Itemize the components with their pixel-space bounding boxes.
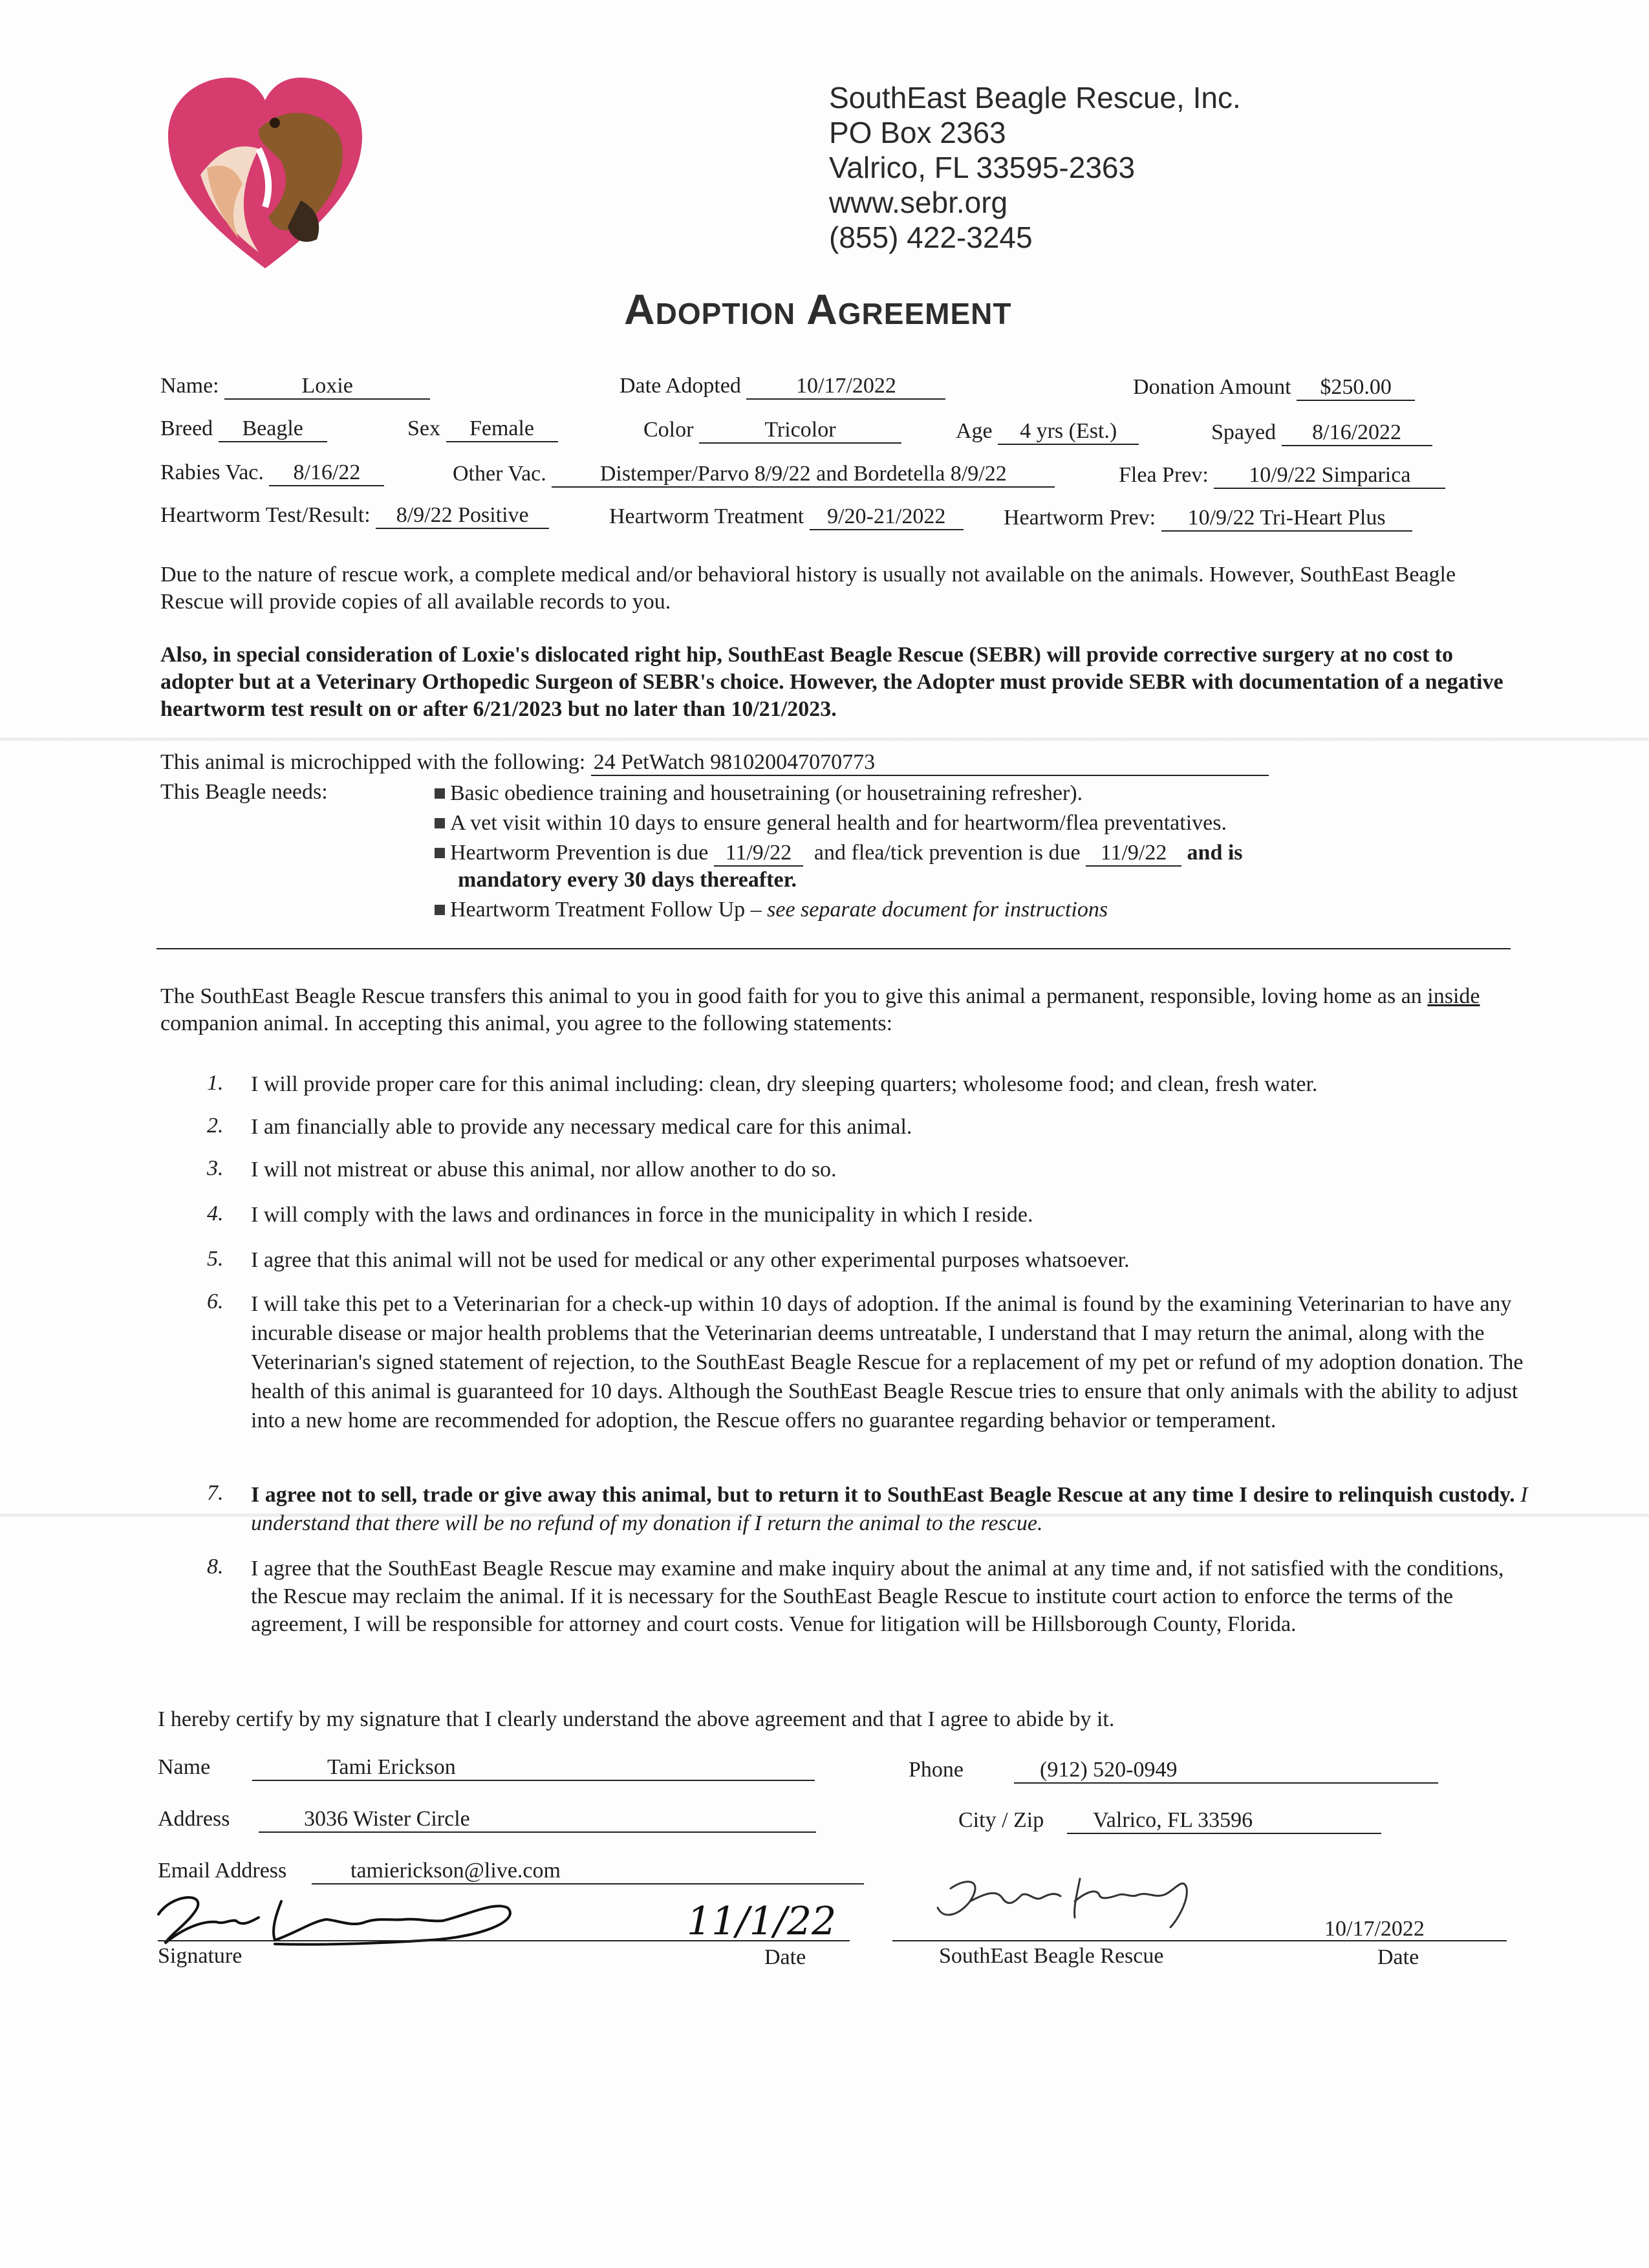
statement-number: 3.: [207, 1156, 224, 1180]
statement-5: I agree that this animal will not be used for medical or any other experimental purposes whatsoever.: [251, 1248, 1130, 1272]
rescue-date-label: Date: [1377, 1945, 1419, 1969]
heartworm-prev-value: 10/9/22 Tri-Heart Plus: [1161, 506, 1412, 532]
statement-8: I agree that the SouthEast Beagle Rescue may examine and make inquiry about the animal at any time and, if not satisfied with the conditions, the Rescue may reclaim the animal. If it is necessary for the SouthEast Beagle Rescue to institute court action to enforce the terms of the agreement, I will be responsible for attorney and court costs. Venue for litigation will be Hillsborough County, Florida.: [251, 1557, 1504, 1636]
need-item-2: A vet visit within 10 days to ensure general health and for heartworm/flea preventatives.: [435, 811, 1227, 836]
transfer-paragraph: The SouthEast Beagle Rescue transfers this animal to you in good faith for you to give this animal a permanent, responsible, loving home as an inside companion animal. In accepting this animal, you agree to the following statements:: [160, 984, 1480, 1035]
statement-1: I will provide proper care for this animal including: clean, dry sleeping quarters; wholesome food; and clean, fresh water.: [251, 1072, 1318, 1096]
sex-field: Sex Female: [407, 416, 558, 442]
adopter-phone-value: (912) 520-0949: [1014, 1758, 1438, 1784]
heartworm-test-value: 8/9/22 Positive: [376, 503, 549, 529]
need-item-3-continued: mandatory every 30 days thereafter.: [458, 868, 797, 892]
org-website: www.sebr.org: [829, 186, 1008, 219]
special-consideration-paragraph: Also, in special consideration of Loxie's dislocated right hip, SouthEast Beagle Rescue (SEBR) will provide corrective surgery at no cost to adopter but at a Veterinary Orthopedic Surgeon of SEBR's choice. However, the Adopter must provide SEBR with documentation of a negative heartworm test result on or after 6/21/2023 but no later than 10/21/2023.: [160, 643, 1503, 721]
age-field: Age 4 yrs (Est.): [956, 419, 1139, 445]
rescue-signature-label: SouthEast Beagle Rescue: [939, 1944, 1164, 1968]
statement-number: 4.: [207, 1202, 224, 1226]
rabies-field: Rabies Vac. 8/16/22: [160, 460, 384, 486]
heartworm-test-field: Heartworm Test/Result: 8/9/22 Positive: [160, 503, 549, 529]
other-vac-value: Distemper/Parvo 8/9/22 and Bordetella 8/9/22: [552, 462, 1055, 488]
date-adopted-value: 10/17/2022: [746, 374, 945, 400]
statement-3: I will not mistreat or abuse this animal, nor allow another to do so.: [251, 1158, 837, 1182]
donation-value: $250.00: [1297, 375, 1415, 401]
adopter-cityzip-label: City / Zip: [958, 1808, 1044, 1832]
name-field: Name: Loxie: [160, 374, 430, 400]
org-name: SouthEast Beagle Rescue, Inc.: [829, 81, 1241, 114]
org-phone: (855) 422-3245: [829, 221, 1033, 254]
hw-prevention-due-value: 11/9/22: [714, 841, 803, 867]
rescue-signature-image: [931, 1863, 1203, 1934]
statement-number: 7.: [207, 1481, 224, 1505]
adopter-phone-label: Phone: [909, 1758, 964, 1782]
flea-prev-value: 10/9/22 Simparica: [1214, 463, 1445, 489]
breed-value: Beagle: [219, 416, 327, 442]
donation-field: Donation Amount $250.00: [1133, 375, 1415, 401]
org-address-line2: Valrico, FL 33595-2363: [829, 151, 1136, 184]
adopter-name-value: Tami Erickson: [252, 1755, 815, 1781]
bullet-square-icon: [435, 848, 445, 858]
statement-number: 2.: [207, 1114, 224, 1138]
org-address-line1: PO Box 2363: [829, 116, 1006, 149]
statement-7: I agree not to sell, trade or give away this animal, but to return it to SouthEast Beagle Rescue at any time I desire to relinquish custody. I understand that there will be no refund of my donation if I return the animal to the rescue.: [251, 1483, 1528, 1535]
flea-prev-field: Flea Prev: 10/9/22 Simparica: [1119, 463, 1445, 489]
statement-6: I will take this pet to a Veterinarian for a check-up within 10 days of adoption. If the animal is found by the examining Veterinarian to have any incurable disease or major health problems that the Veterinarian deems untreatable, I understand that I may return the animal, along with the Veterinarian's signed statement of rejection, to the SouthEast Beagle Rescue for a replacement of my pet or refund of my adoption donation. The health of this animal is guaranteed for 10 days. Although the SouthEast Beagle Rescue tries to ensure that only animals with the ability to adjust into a new home are recommended for adoption, the Rescue offers no guarantee regarding behavior or temperament.: [251, 1292, 1524, 1432]
adopter-email-value: tamierickson@live.com: [312, 1859, 864, 1885]
adopter-signature-date: 11/1/22: [687, 1899, 837, 1944]
need-item-1: Basic obedience training and housetraining (or housetraining refresher).: [435, 781, 1083, 806]
other-vac-field: Other Vac. Distemper/Parvo 8/9/22 and Bordetella 8/9/22: [453, 462, 1055, 488]
microchip-field: This animal is microchipped with the following: 24 PetWatch 981020047070773: [160, 750, 1269, 776]
color-field: Color Tricolor: [643, 418, 901, 444]
adopter-address-value: 3036 Wister Circle: [259, 1807, 816, 1833]
adopter-email-label: Email Address: [158, 1859, 287, 1883]
statement-2: I am financially able to provide any necessary medical care for this animal.: [251, 1115, 912, 1139]
heartworm-treatment-field: Heartworm Treatment 9/20-21/2022: [609, 504, 964, 530]
rabies-value: 8/16/22: [269, 460, 384, 486]
age-value: 4 yrs (Est.): [998, 419, 1139, 445]
signature-label: Signature: [158, 1944, 242, 1968]
bullet-square-icon: [435, 905, 445, 915]
adopter-cityzip-value: Valrico, FL 33596: [1067, 1808, 1381, 1834]
adopter-name-label: Name: [158, 1755, 211, 1779]
name-value: Loxie: [224, 374, 430, 400]
bullet-square-icon: [435, 818, 445, 828]
spayed-field: Spayed 8/16/2022: [1211, 420, 1432, 446]
needs-label: This Beagle needs:: [160, 780, 328, 804]
need-item-4: Heartworm Treatment Follow Up – see separate document for instructions: [435, 898, 1108, 922]
statement-number: 5.: [207, 1247, 224, 1271]
fold-crease: [0, 737, 1649, 741]
rescue-signature-date: 10/17/2022: [1324, 1917, 1425, 1941]
need-item-3: Heartworm Prevention is due 11/9/22 and flea/tick prevention is due 11/9/22 and is: [435, 841, 1243, 867]
certification-statement: I hereby certify by my signature that I clearly understand the above agreement and that I agree to abide by it.: [158, 1707, 1115, 1731]
statement-4: I will comply with the laws and ordinances in force in the municipality in which I reside.: [251, 1203, 1033, 1227]
section-divider: [156, 948, 1511, 949]
color-value: Tricolor: [699, 418, 901, 444]
beagle-heart-logo: [162, 71, 369, 278]
bullet-square-icon: [435, 788, 445, 799]
adopter-date-label: Date: [764, 1945, 806, 1969]
sex-value: Female: [446, 416, 558, 442]
page-title: Adoption Agreement: [624, 285, 1012, 333]
history-paragraph: Due to the nature of rescue work, a complete medical and/or behavioral history is usually not available on the animals. However, SouthEast Beagle Rescue will provide copies of all available records to you.: [160, 563, 1456, 614]
statement-number: 6.: [207, 1290, 224, 1313]
statement-number: 8.: [207, 1555, 224, 1579]
microchip-value: 24 PetWatch 981020047070773: [591, 750, 1269, 776]
heartworm-prev-field: Heartworm Prev: 10/9/22 Tri-Heart Plus: [1004, 506, 1412, 532]
adopter-signature-image: [146, 1882, 534, 1953]
spayed-value: 8/16/2022: [1282, 420, 1432, 446]
flea-prevention-due-value: 11/9/22: [1086, 841, 1181, 867]
breed-field: Breed Beagle: [160, 416, 327, 442]
statement-number: 1.: [207, 1071, 224, 1095]
heartworm-treatment-value: 9/20-21/2022: [810, 504, 964, 530]
date-adopted-field: Date Adopted 10/17/2022: [620, 374, 945, 400]
adopter-address-label: Address: [158, 1807, 230, 1831]
